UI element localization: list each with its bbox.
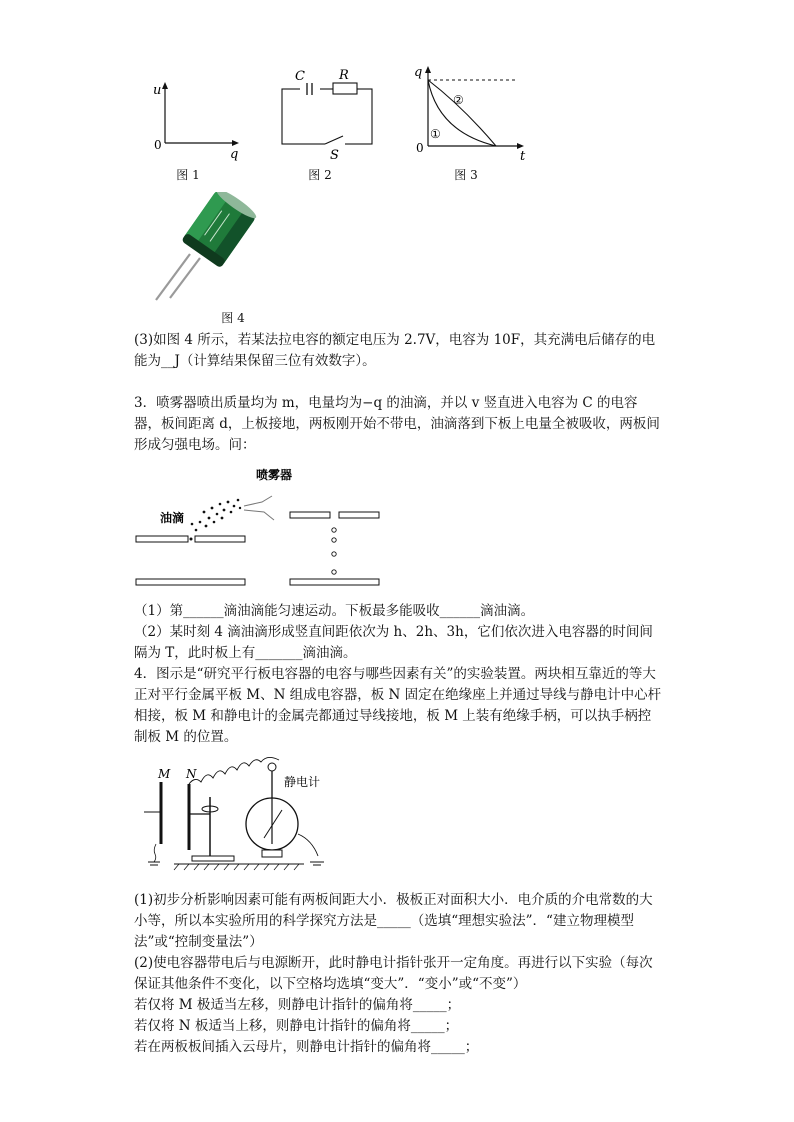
figure-4-capacitor-photo	[148, 192, 263, 304]
figure-1-axes	[150, 78, 250, 168]
fig1-x-axis-label: q	[230, 147, 239, 162]
plate-n-label: N	[186, 767, 197, 781]
q3-sub2-text: （2）某时刻 4 滴油滴形成竖直间距依次为 h、2h、3h，它们依次进入电容器的时间间隔为 T，此时板上有_______滴油滴。	[134, 624, 653, 661]
q4-line1-text: 若仅将 M 极适当左移，则静电计指针的偏角将_____；	[134, 997, 461, 1013]
q3-part3-text: (3)如图 4 所示，若某法拉电容的额定电压为 2.7V，电容为 10F，其充满电后储存的电能为__J（计算结果保留三位有效数字）。	[134, 332, 656, 369]
q3-intro-text: 3．喷雾器喷出质量均为 m，电量均为−q 的油滴，并以 v 竖直进入电容为 C 的电容器，板间距离 d，上板接地，两板刚开始不带电，油滴落到下板上电量全被吸收，两板间形成匀强电场。问：	[134, 395, 660, 453]
sprayer-label: 喷雾器	[256, 468, 293, 482]
plate-m-label: M	[158, 767, 171, 781]
fig2-capacitor-label: C	[295, 69, 305, 84]
fig3-x-axis-label: t	[520, 149, 526, 162]
fig1-caption: 图 1	[176, 168, 200, 182]
q4-line2-text: 若仅将 N 板适当上移，则静电计指针的偏角将_____；	[134, 1018, 459, 1034]
q4-sub2-text: (2)使电容器带电后与电源断开，此时静电计指针张开一定角度。再进行以下实验（每次保证其他条件不变化，以下空格均选填“变大”．“变小”或“不变”）	[134, 955, 653, 992]
fig2-resistor-label: R	[339, 68, 349, 83]
fig1-y-axis-label: u	[153, 83, 162, 98]
fig3-caption: 图 3	[454, 168, 478, 182]
fig3-y-axis-label: q	[414, 65, 423, 80]
fig2-caption: 图 2	[308, 168, 332, 182]
fig2-switch-label: S	[330, 148, 339, 160]
electrometer-label: 静电计	[284, 775, 321, 789]
q4-intro-text: 4．图示是“研究平行板电容器的电容与哪些因素有关”的实验装置。两块相互靠近的等大正对平行金属平板 M、N 组成电容器，板 N 固定在绝缘座上并通过导线与静电计中心杆相接，板 M 和静电计的金属壳都通过导线接地，板 M 上装有绝缘手柄，可以执手柄控制板 M 的位置。	[134, 666, 662, 745]
electrometer-diagram	[134, 752, 334, 874]
fig1-origin-label: 0	[154, 138, 162, 152]
fig3-curve-2-label: ②	[453, 93, 464, 107]
figure-2-circuit	[275, 65, 385, 160]
q3-sub1-text: （1）第______滴油滴能匀速运动。下板最多能吸收______滴油滴。	[134, 603, 535, 619]
figure-3-graph	[408, 62, 533, 162]
fig3-curve-1-label: ①	[430, 127, 441, 141]
fig4-caption: 图 4	[221, 311, 245, 325]
fig3-origin-label: 0	[416, 141, 424, 155]
oil-drop-label: 油滴	[160, 511, 185, 525]
q4-sub1-text: (1)初步分析影响因素可能有两板间距大小．极板正对面积大小．电介质的介电常数的大小等，所以本实验所用的科学探究方法是_____（选填“理想实验法”．“建立物理模型法”或“控制变量法”）	[134, 892, 653, 950]
sprayer-diagram	[134, 462, 394, 592]
q4-line3-text: 若在两板板间插入云母片，则静电计指针的偏角将_____；	[134, 1039, 479, 1055]
